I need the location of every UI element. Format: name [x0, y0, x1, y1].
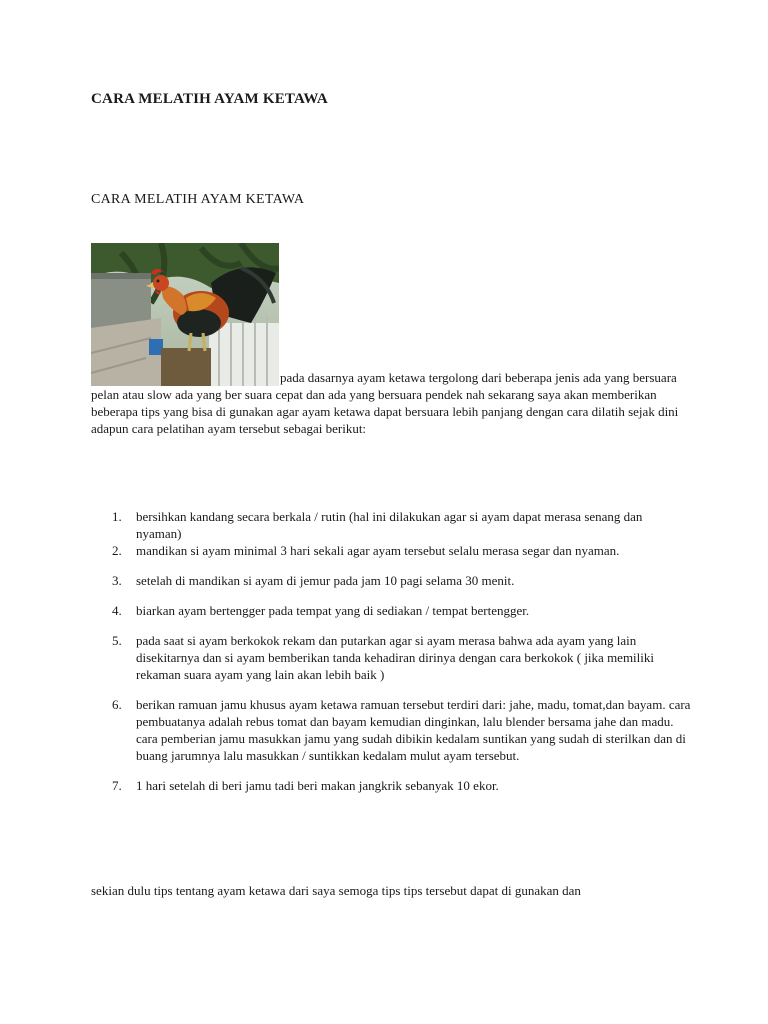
list-item-number: 4. — [112, 603, 122, 618]
list-item-text: biarkan ayam bertengger pada tempat yang di sediakan / tempat bertengger. — [136, 603, 530, 618]
list-item-number: 1. — [112, 509, 122, 524]
rooster-photo-icon — [91, 243, 279, 386]
list-item-number: 3. — [112, 573, 122, 588]
intro-text: pada dasarnya ayam ketawa tergolong dari beberapa jenis ada yang bersuara pelan atau slow ada yang ber suara cepat dan ada yang bersuara pendek nah sekarang saya akan memberikan beberapa tips yang bisa di gunakan agar ayam ketawa dapat bersuara lebih panjang dengan cara dilatih sejak dini adapun cara pelatihan ayam tersebut sebagai berikut: — [91, 370, 679, 436]
list-item-text: berikan ramuan jamu khusus ayam ketawa ramuan tersebut terdiri dari: jahe, madu, tomat,dan bayam. cara pembuatanya adalah rebus tomat dan bayam kemudian dinginkan, lalu blender bersama jahe dan madu. cara pemberian jamu masukkan jamu yang sudah dibikin kedalam suntikan yang sudah di sterilkan dan di buang jarumnya lalu masukkan / suntikkan kedalam mulut ayam tersebut. — [136, 697, 691, 763]
intro-paragraph — [91, 243, 681, 437]
list-item — [91, 542, 691, 559]
list-item — [91, 632, 691, 683]
document-subtitle: CARA MELATIH AYAM KETAWA — [91, 192, 305, 207]
list-item-text: bersihkan kandang secara berkala / rutin (hal ini dilakukan agar si ayam dapat merasa senang dan nyaman) — [136, 509, 643, 541]
list-item-text: setelah di mandikan si ayam di jemur pada jam 10 pagi selama 30 menit. — [136, 573, 515, 588]
list-item-text: 1 hari setelah di beri jamu tadi beri makan jangkrik sebanyak 10 ekor. — [136, 778, 499, 793]
list-item — [91, 572, 691, 589]
list-item — [91, 602, 691, 619]
document-title: CARA MELATIH AYAM KETAWA — [91, 91, 328, 107]
steps-list — [91, 508, 691, 794]
list-item — [91, 508, 691, 542]
list-item — [91, 777, 691, 794]
list-item-text: mandikan si ayam minimal 3 hari sekali agar ayam tersebut selalu merasa segar dan nyaman. — [136, 543, 620, 558]
list-item-number: 7. — [112, 778, 122, 793]
list-item-number: 6. — [112, 697, 122, 712]
list-item-text: pada saat si ayam berkokok rekam dan putarkan agar si ayam merasa bahwa ada ayam yang lain disekitarnya dan si ayam bemberikan tanda kehadiran dirinya dengan cara berkokok ( jika memiliki rekaman suara ayam yang lain akan lebih baik ) — [136, 633, 655, 682]
list-item-number: 2. — [112, 543, 122, 558]
list-item-number: 5. — [112, 633, 122, 648]
list-item — [91, 696, 691, 764]
closing-paragraph: sekian dulu tips tentang ayam ketawa dari saya semoga tips tips tersebut dapat di gunakan dan — [91, 883, 581, 898]
